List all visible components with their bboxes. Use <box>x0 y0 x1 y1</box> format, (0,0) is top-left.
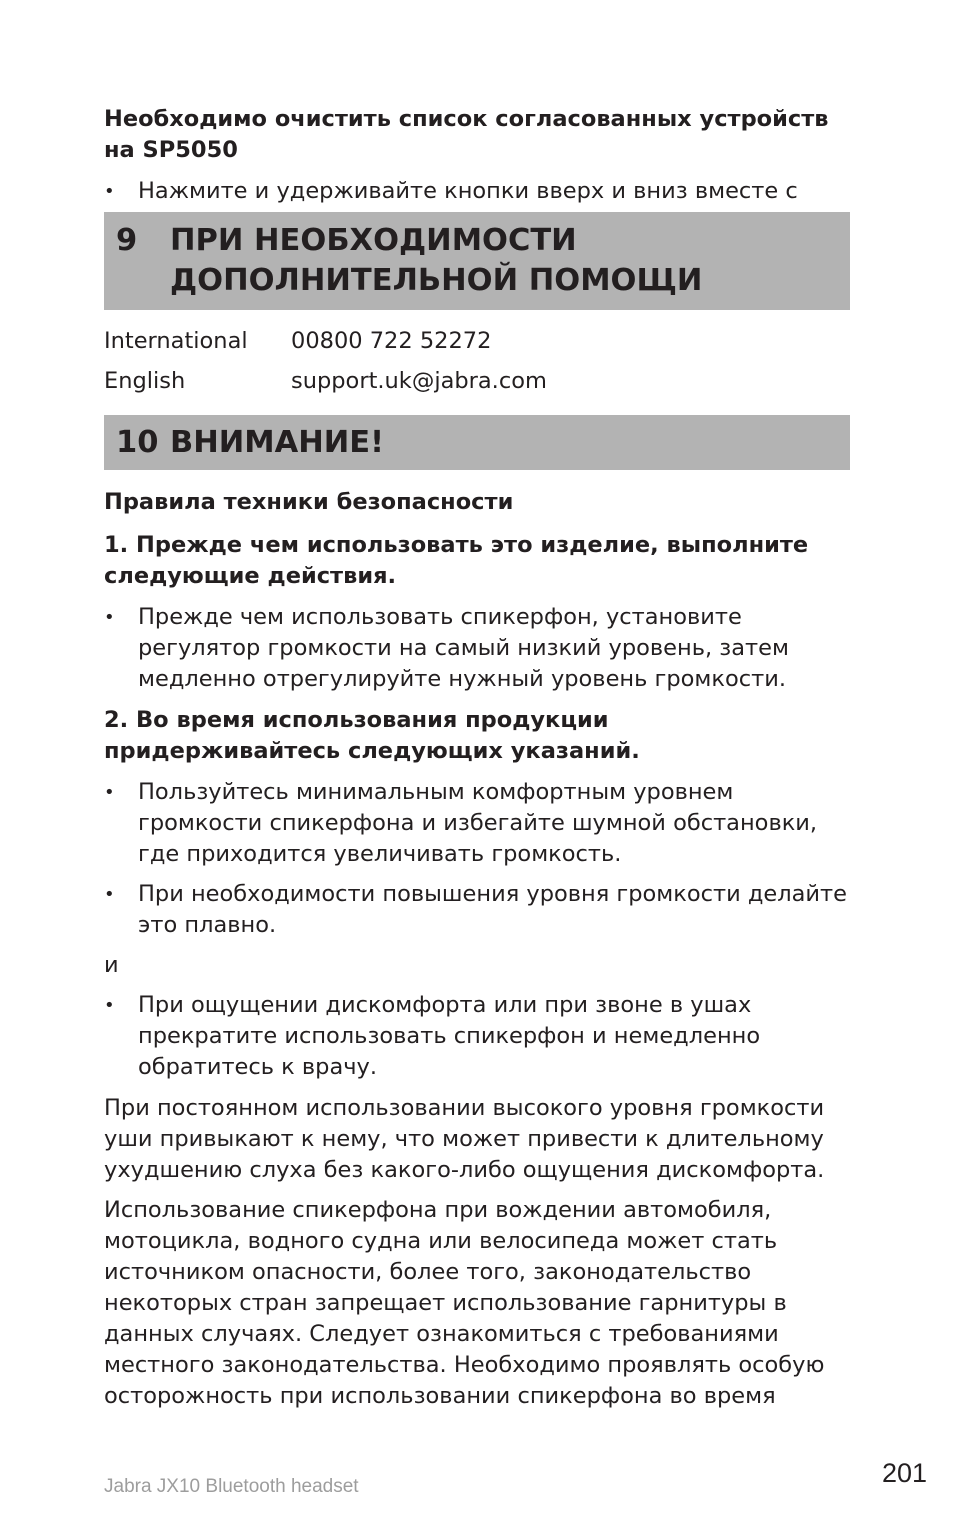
conjunction: и <box>104 952 119 978</box>
bullet-glyph: • <box>104 782 115 803</box>
section-number: 10 <box>116 425 159 460</box>
safety-bullet-1 <box>104 602 850 695</box>
safety-heading: Правила техники безопасности <box>104 489 514 515</box>
contact-table <box>104 326 850 397</box>
bullet-glyph: • <box>104 884 115 905</box>
bullet-text: При ощущении дискомфорта или при звоне в ушах прекратите использовать спикерфон и немедленно обратитесь к врачу. <box>138 992 761 1080</box>
contact-row <box>104 326 850 357</box>
section-title: ВНИМАНИЕ! <box>170 425 385 460</box>
section-10-header <box>104 415 850 470</box>
section-title-line-2: ДОПОЛНИТЕЛЬНОЙ ПОМОЩИ <box>170 263 703 298</box>
bullet-text: Нажмите и удерживайте кнопки вверх и вниз вместе с <box>138 178 798 204</box>
clear-pairing-bullet <box>104 176 850 207</box>
contact-label: International <box>104 328 248 354</box>
section-title-line-1: ПРИ НЕОБХОДИМОСТИ <box>170 223 577 258</box>
contact-label: English <box>104 368 186 394</box>
bullet-glyph: • <box>104 607 115 628</box>
bullet-text: Пользуйтесь минимальным комфортным уровнем громкости спикерфона и избегайте шумной обстановки, где приходится увеличивать громкость. <box>138 779 818 867</box>
safety-paragraph-1: При постоянном использовании высокого уровня громкости уши привыкают к нему, что может привести к длительному ухудшению слуха без какого-либо ощущения дискомфорта. <box>104 1095 825 1183</box>
safety-bullet-2 <box>104 777 850 870</box>
bullet-text: Прежде чем использовать спикерфон, установите регулятор громкости на самый низкий уровень, затем медленно отрегулируйте нужный уровень громкости. <box>138 604 789 692</box>
footer-product-name: Jabra JX10 Bluetooth headset <box>104 1476 359 1497</box>
bullet-glyph: • <box>104 181 115 202</box>
section-title <box>170 221 702 310</box>
safety-bullet-4 <box>104 990 850 1083</box>
safety-subheading-1: 1. Прежде чем использовать это изделие, выполните следующие действия. <box>104 532 809 589</box>
contact-phone: 00800 722 52272 <box>291 328 492 354</box>
safety-subheading-2: 2. Во время использования продукции придерживайтесь следующих указаний. <box>104 707 640 764</box>
bullet-text: При необходимости повышения уровня громкости делайте это плавно. <box>138 881 847 938</box>
safety-bullet-3 <box>104 879 850 941</box>
page-content <box>104 104 850 1412</box>
bullet-glyph: • <box>104 995 115 1016</box>
page-number: 201 <box>881 1458 927 1488</box>
contact-row <box>104 366 850 397</box>
clear-pairing-heading: Необходимо очистить список согласованных устройств на SP5050 <box>104 106 829 163</box>
section-9-header <box>104 212 850 310</box>
contact-email: support.uk@jabra.com <box>291 368 547 394</box>
safety-paragraph-2: Использование спикерфона при вождении автомобиля, мотоцикла, водного судна или велосипеда может стать источником опасности, более того, законодательство некоторых стран запрещает использование гарнитуры в данных случаях. Следует ознакомиться с требованиями местного законодательства. Необходимо проявлять особую осторожность при использовании спикерфона во время <box>104 1197 825 1409</box>
section-number: 9 <box>116 223 138 258</box>
